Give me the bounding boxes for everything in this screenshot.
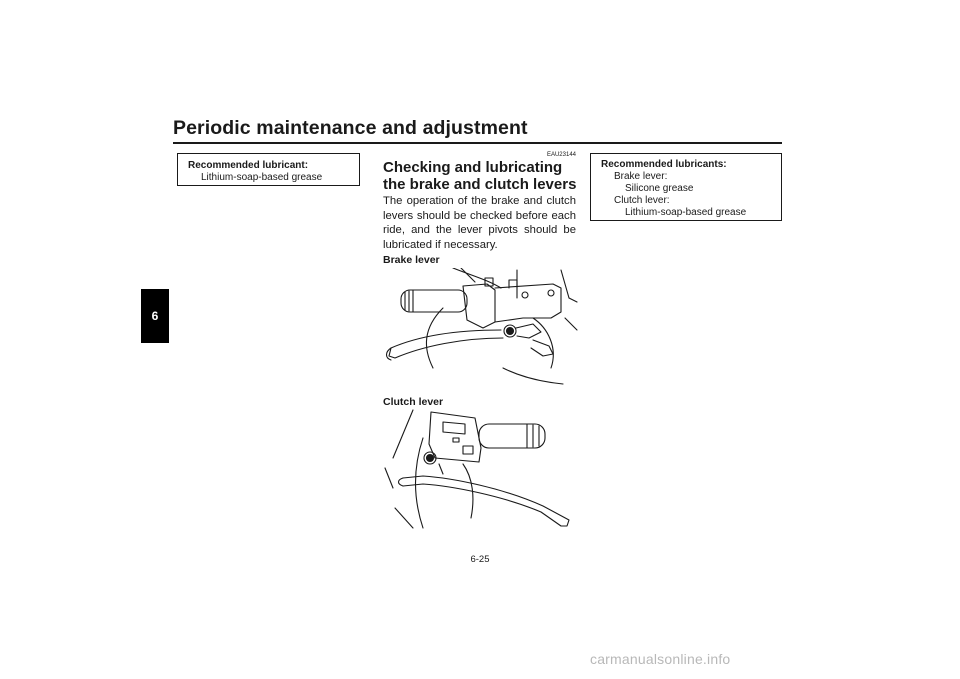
lubricants-box-heading: Recommended lubricants:: [601, 159, 727, 170]
recommended-lubricants-box: [590, 153, 782, 221]
page-number: 6-25: [470, 554, 490, 565]
clutch-lever-caption: Clutch lever: [383, 396, 444, 408]
watermark: carmanualsonline.info: [590, 651, 731, 667]
clutch-lever-lubricant-value: Lithium-soap-based grease: [625, 207, 747, 218]
lubricant-box-heading: Recommended lubricant:: [188, 160, 309, 171]
clutch-lever-illustration: [383, 408, 578, 533]
lubricant-box-value: Lithium-soap-based grease: [201, 172, 323, 183]
chapter-tab: [141, 289, 169, 343]
clutch-lever-lubricant-label: Clutch lever:: [614, 195, 670, 206]
brake-lever-lubricant-value: Silicone grease: [625, 183, 694, 194]
title-rule: [173, 142, 782, 144]
brake-lever-illustration: [383, 268, 578, 388]
section-body: The operation of the brake and clutch levers should be checked before each ride, and the lever pivots should be lubricated if necessary.: [383, 195, 576, 251]
chapter-number: 6: [151, 309, 159, 323]
section-code: EAU23144: [546, 152, 576, 158]
recommended-lubricant-box: [177, 153, 360, 186]
section-heading: Checking and lubricating the brake and clutch levers: [383, 159, 577, 193]
page-title: Periodic maintenance and adjustment: [173, 117, 528, 139]
brake-lever-caption: Brake lever: [383, 254, 440, 266]
brake-lever-lubricant-label: Brake lever:: [614, 171, 668, 182]
